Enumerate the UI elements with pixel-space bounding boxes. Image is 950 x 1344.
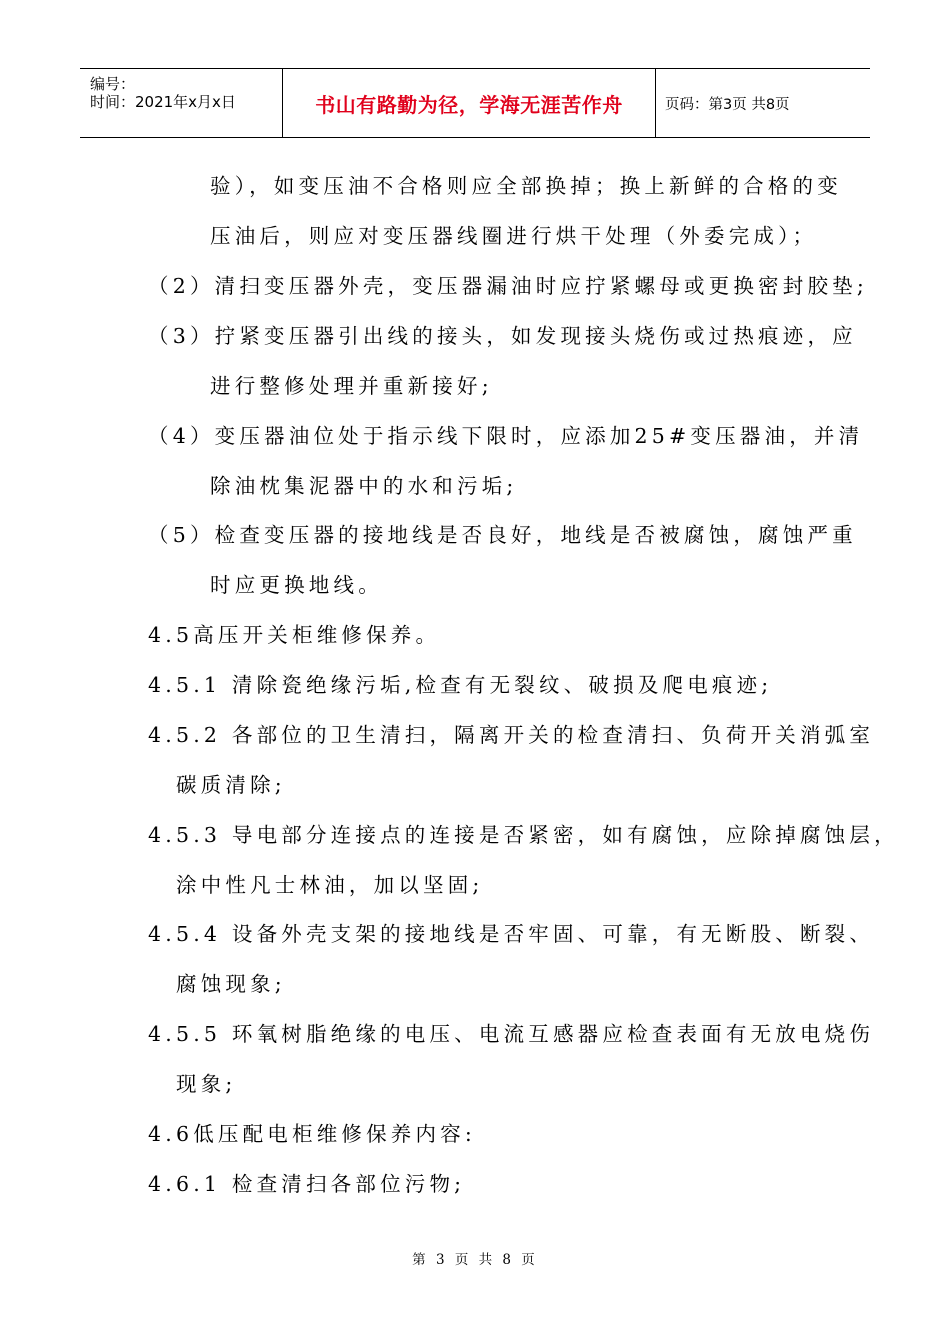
body-line: 腐蚀现象; <box>176 972 286 996</box>
section-heading: 4.5高压开关柜维修保养。 <box>148 623 441 647</box>
body-line: 4.5.2 各部位的卫生清扫，隔离开关的检查清扫、负荷开关消弧室 <box>148 723 875 747</box>
body-line: 验），如变压油不合格则应全部换掉；换上新鲜的合格的变 <box>210 174 842 198</box>
header-motto: 书山有路勤为径，学海无涯苦作舟 <box>315 92 623 117</box>
body-line: 现象; <box>176 1072 237 1096</box>
body-line: （4）变压器油位处于指示线下限时，应添加25#变压器油，并清 <box>148 424 864 448</box>
body-line: 4.5.1 清除瓷绝缘污垢,检查有无裂纹、破损及爬电痕迹; <box>148 673 773 697</box>
body-line: 碳质清除; <box>176 773 286 797</box>
body-line: 4.5.3 导电部分连接点的连接是否紧密，如有腐蚀，应除掉腐蚀层， <box>148 823 899 847</box>
header-page-code: 页码：第3页 共8页 <box>665 96 790 113</box>
body-line: 进行整修处理并重新接好; <box>210 374 493 398</box>
document-number-label: 编号： <box>90 75 136 93</box>
section-heading: 4.6低压配电柜维修保养内容: <box>148 1122 477 1146</box>
page-footer: 第 3 页 共 8 页 <box>412 1252 538 1268</box>
body-line: 4.6.1 检查清扫各部位污物; <box>148 1172 466 1196</box>
body-line: 时应更换地线。 <box>210 573 383 597</box>
document-date: 时间：2021年x月x日 <box>90 93 236 111</box>
body-line: （5）检查变压器的接地线是否良好，地线是否被腐蚀，腐蚀严重 <box>148 523 857 547</box>
body-line: 除油枕集泥器中的水和污垢; <box>210 474 518 498</box>
body-line: 4.5.5 环氧树脂绝缘的电压、电流互感器应检查表面有无放电烧伤 <box>148 1022 875 1046</box>
body-line: 压油后，则应对变压器线圈进行烘干处理（外委完成）； <box>210 224 818 248</box>
body-line: （3）拧紧变压器引出线的接头，如发现接头烧伤或过热痕迹，应 <box>148 324 857 348</box>
body-line: 4.5.4 设备外壳支架的接地线是否牢固、可靠，有无断股、断裂、 <box>148 922 875 946</box>
body-line: （2）清扫变压器外壳，变压器漏油时应拧紧螺母或更换密封胶垫; <box>148 274 868 298</box>
body-line: 涂中性凡士林油，加以坚固; <box>176 873 484 897</box>
